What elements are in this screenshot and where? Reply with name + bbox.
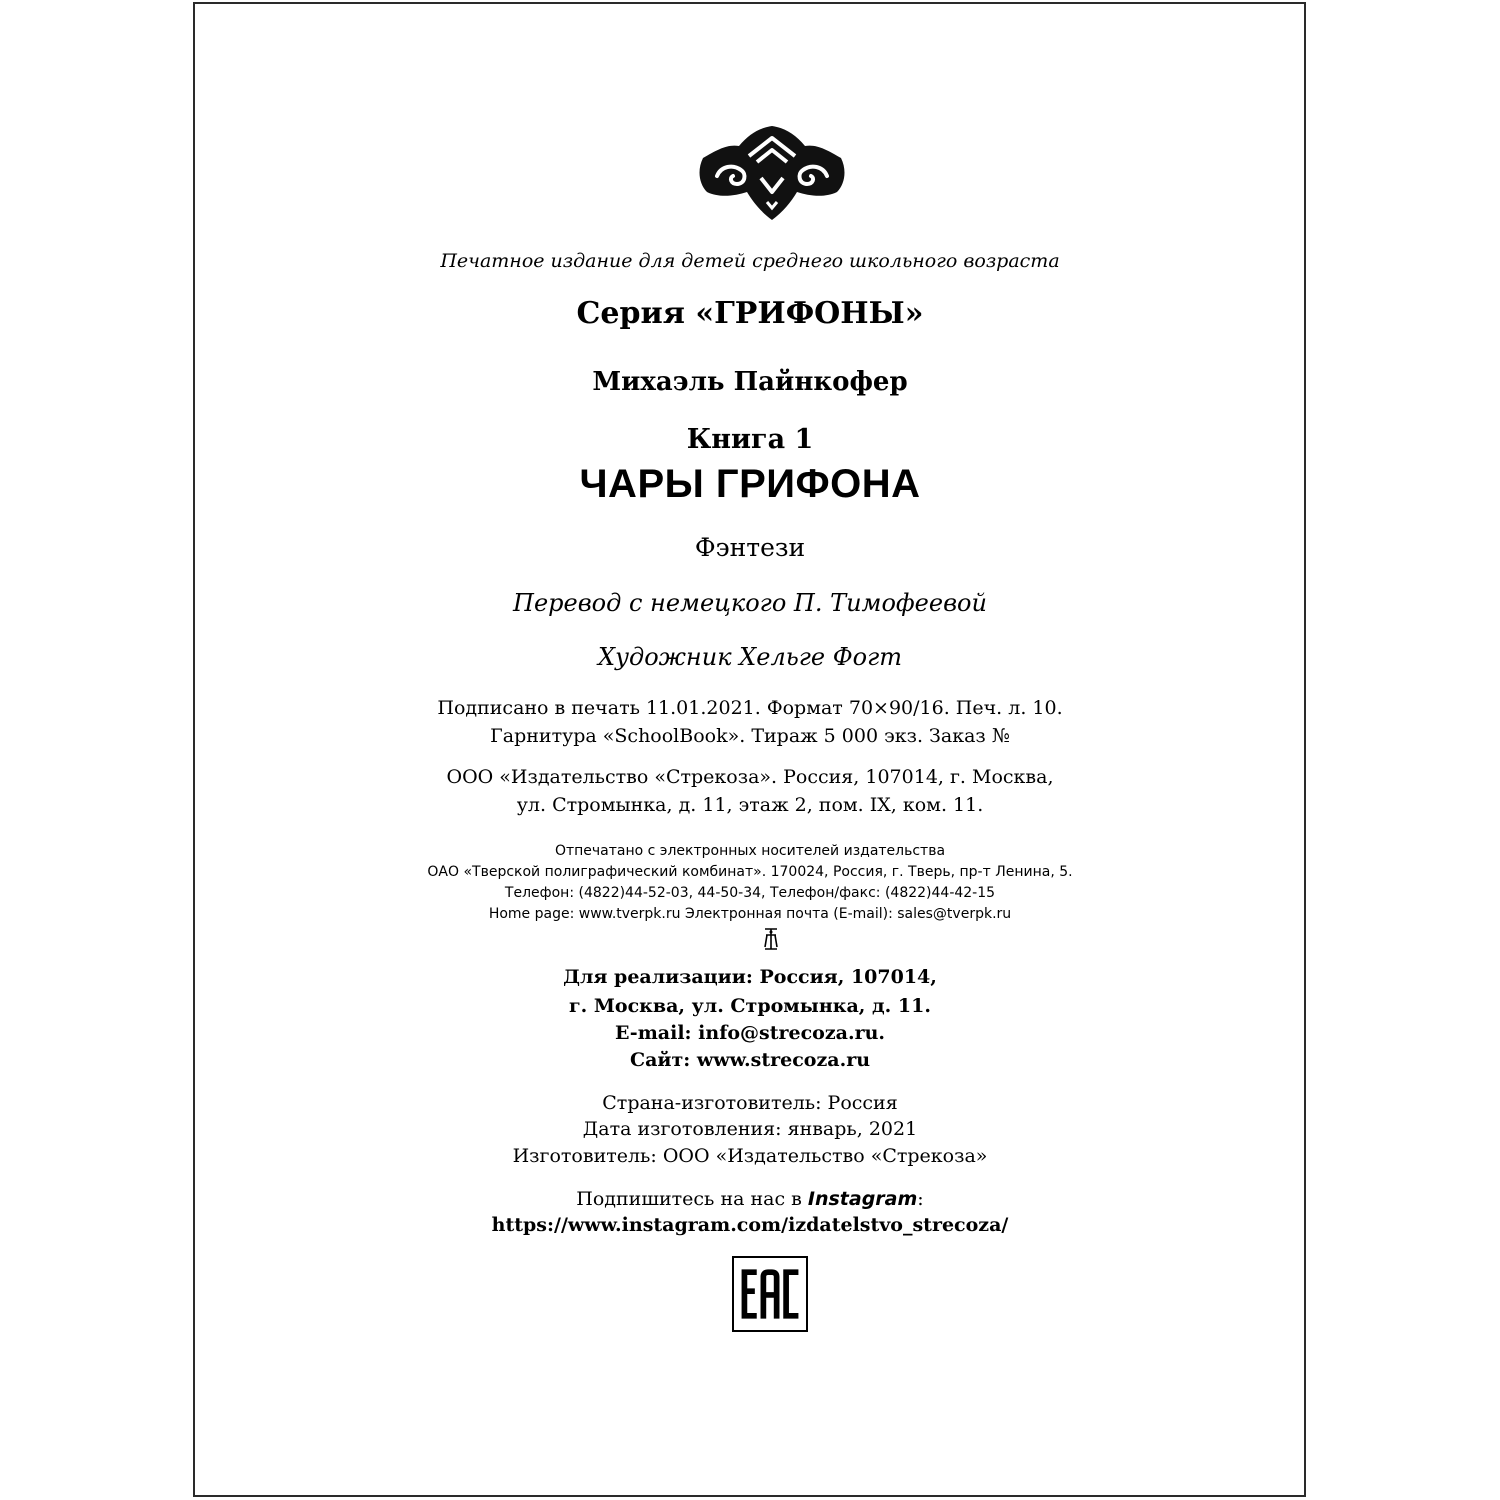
manufacturer-country: Страна-изготовитель: Россия (602, 1092, 898, 1114)
audience-note: Печатное издание для детей среднего школьного возраста (440, 250, 1060, 272)
book-number: Книга 1 (686, 424, 814, 455)
genre-label: Фэнтези (694, 533, 806, 562)
distribution-site: Сайт: www.strecoza.ru (629, 1049, 871, 1071)
imprint-line-2: Гарнитура «SchoolBook». Тираж 5 000 экз. Заказ № (490, 725, 1010, 747)
manufacturer-name: Изготовитель: ООО «Издательство «Стрекоза» (512, 1145, 988, 1167)
series-title: Серия «ГРИФОНЫ» (576, 296, 924, 331)
printer-line-3: Телефон: (4822)44-52-03, 44-50-34, Телефон/факс: (4822)44-42-15 (504, 885, 996, 901)
eac-mark-icon (732, 1256, 808, 1332)
social-subscribe-line (0, 1188, 1500, 1210)
manufacture-date: Дата изготовления: январь, 2021 (582, 1118, 918, 1140)
printer-mark-icon (763, 927, 779, 953)
translator-credit: Перевод с немецкого П. Тимофеевой (513, 589, 987, 617)
printer-line-2: ОАО «Тверской полиграфический комбинат». 170024, Россия, г. Тверь, пр-т Ленина, 5. (427, 864, 1073, 880)
instagram-url: https://www.instagram.com/izdatelstvo_strecoza/ (491, 1214, 1009, 1236)
instagram-label: Instagram (807, 1188, 918, 1210)
social-prefix: Подпишитесь на нас в (576, 1188, 808, 1210)
publisher-line-1: ООО «Издательство «Стрекоза». Россия, 107014, г. Москва, (446, 766, 1054, 788)
publisher-line-2: ул. Стромынка, д. 11, этаж 2, пом. IX, ком. 11. (516, 794, 984, 816)
artist-credit: Художник Хельге Фогт (597, 643, 903, 671)
book-title: ЧАРЫ ГРИФОНА (579, 462, 921, 506)
griffon-ornament-icon (697, 126, 847, 220)
author-name: Михаэль Пайнкофер (592, 367, 908, 397)
printer-line-1: Отпечатано с электронных носителей издательства (554, 843, 946, 859)
distribution-line-1: Для реализации: Россия, 107014, (563, 966, 937, 988)
distribution-line-2: г. Москва, ул. Стромынка, д. 11. (569, 995, 931, 1017)
distribution-email: E-mail: info@strecoza.ru. (614, 1022, 886, 1044)
social-suffix: : (917, 1188, 924, 1210)
printer-line-4: Home page: www.tverpk.ru Электронная почта (E-mail): sales@tverpk.ru (488, 906, 1012, 922)
imprint-line-1: Подписано в печать 11.01.2021. Формат 70×90/16. Печ. л. 10. (437, 697, 1063, 719)
